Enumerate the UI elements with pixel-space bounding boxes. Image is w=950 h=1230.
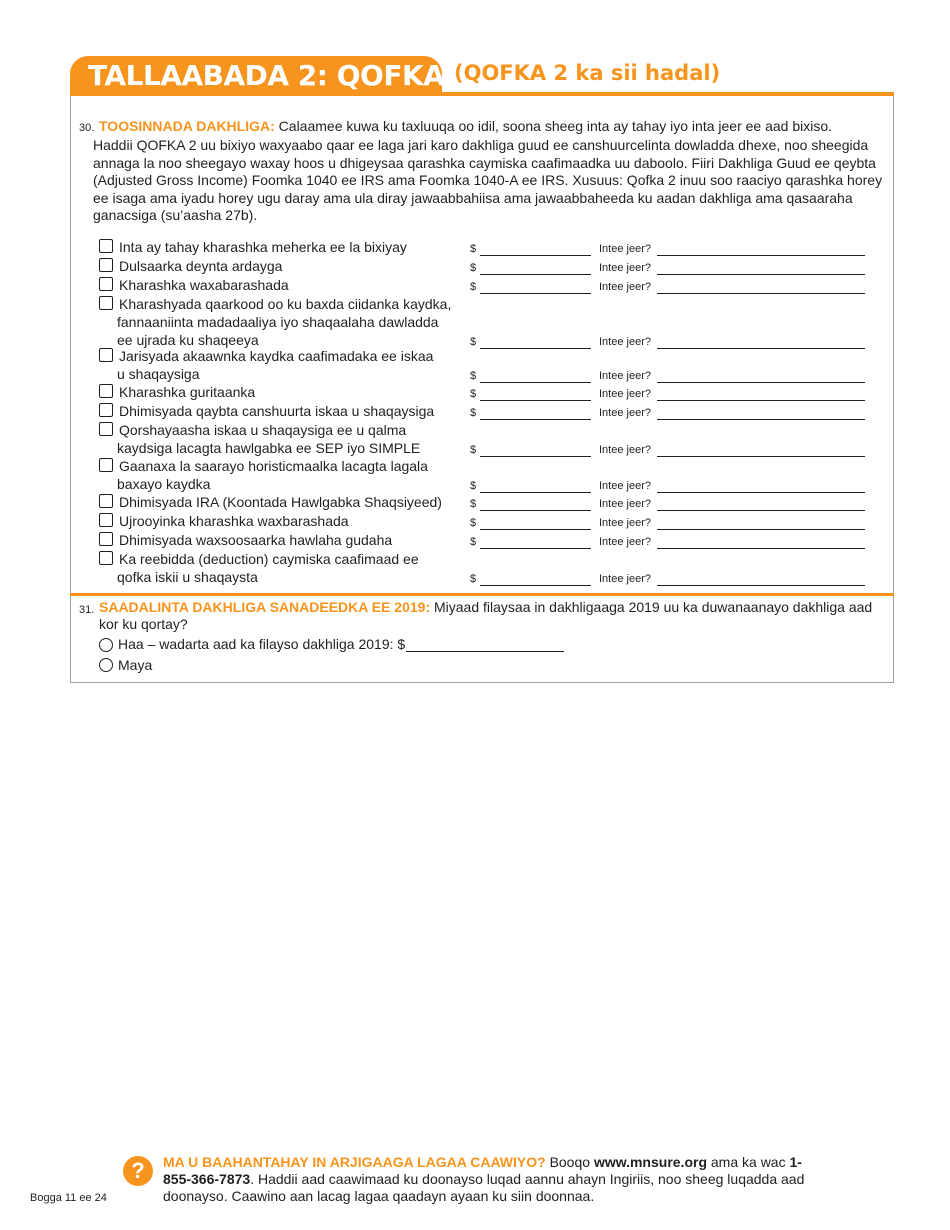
deduction-label: Inta ay tahay kharashka meherka ee la bixiyay <box>119 239 407 255</box>
deduction-label: Dhimisyada waxsoosaarka hawlaha gudaha <box>119 532 393 548</box>
q30-heading-line <box>99 118 889 135</box>
deduction-label: Kharashyada qaarkood oo ku baxda ciidanka kaydka, <box>119 296 452 312</box>
deduction-row <box>99 550 889 586</box>
frequency-label: Intee jeer? <box>599 480 651 492</box>
frequency-field[interactable] <box>657 274 865 275</box>
frequency-label: Intee jeer? <box>599 262 651 274</box>
deduction-label: Kharashka guritaanka <box>119 384 256 400</box>
amount-field[interactable] <box>480 293 591 294</box>
amount-field[interactable] <box>480 548 591 549</box>
dollar-sign: $ <box>470 517 477 529</box>
deduction-checkbox[interactable] <box>99 494 113 508</box>
amount-field[interactable] <box>480 529 591 530</box>
dollar-sign: $ <box>470 536 477 548</box>
frequency-label: Intee jeer? <box>599 444 651 456</box>
deduction-checkbox[interactable] <box>99 422 113 436</box>
deduction-label: Dhimisyada IRA (Koontada Hawlgabka Shaqsiyeed) <box>119 494 442 510</box>
deduction-checkbox[interactable] <box>99 513 113 527</box>
q30-heading: TOOSINNADA DAKHLIGA: <box>99 118 275 134</box>
radio-no[interactable] <box>99 658 113 672</box>
deduction-row <box>99 512 889 530</box>
deduction-label: Ka reebidda (deduction) caymiska caafimaad ee <box>119 551 419 567</box>
dollar-sign: $ <box>470 243 477 255</box>
q31-number: 31. <box>79 604 95 616</box>
help-text-2: ama ka wac <box>710 1154 786 1170</box>
dollar-sign: $ <box>470 281 477 293</box>
deduction-row <box>99 347 889 383</box>
q31-question: Miyaad filaysaa in dakhligaaga 2019 uu ka duwanaanayo dakhliga aad kor ku qortay? <box>99 599 873 632</box>
dollar-sign: $ <box>470 573 477 585</box>
deduction-label: Dulsaarka deynta ardayga <box>119 258 283 274</box>
deduction-checkbox[interactable] <box>99 277 113 291</box>
dollar-sign: $ <box>470 407 477 419</box>
help-text <box>163 1154 823 1205</box>
deduction-checkbox[interactable] <box>99 258 113 272</box>
frequency-field[interactable] <box>657 529 865 530</box>
radio-no-label: Maya <box>118 657 153 673</box>
deduction-label: Kharashka waxabarashada <box>119 277 289 293</box>
dollar-sign: $ <box>470 262 477 274</box>
frequency-field[interactable] <box>657 548 865 549</box>
deduction-row <box>99 457 889 493</box>
amount-field[interactable] <box>480 510 591 511</box>
deduction-row <box>99 238 889 256</box>
frequency-field[interactable] <box>657 419 865 420</box>
frequency-label: Intee jeer? <box>599 517 651 529</box>
deduction-row <box>99 276 889 294</box>
help-heading: MA U BAAHANTAHAY IN ARJIGAAGA LAGAA CAAWIYO? <box>163 1154 546 1170</box>
deduction-label: Qorshayaasha iskaa u shaqaysiga ee u qalma <box>119 422 407 438</box>
frequency-label: Intee jeer? <box>599 370 651 382</box>
section-header <box>70 56 894 96</box>
q31-heading: SAADALINTA DAKHLIGA SANADEEDKA EE 2019: <box>99 599 431 615</box>
frequency-label: Intee jeer? <box>599 498 651 510</box>
q30-paragraph: Haddii QOFKA 2 uu bixiyo waxyaabo qaar ee laga jari karo dakhliga guud ee canshuurcelinta dowladda dhexe, noo sheegida annaga la noo sheegayo waxay hoos u dhigeysaa qarashka caymiska caafimaadka uu daboolo. Fiiri Dakhliga Guud ee qeybta (Adjusted Gross Income) Foomka 1040 ee IRS ama Foomka 1040-A ee IRS. Xusuus: Qofka 2 inuu soo raaciyo qarashka horey ee isaga ama iyadu horey ugu daray ama ula diray jawaabbahiisa ama jawaabbaheeda ku aadan dakhliga ama qasaaraha ganacsiga (su’aasha 27b). <box>93 137 883 223</box>
q31-question-block <box>99 599 889 633</box>
deduction-label: Dhimisyada qaybta canshuurta iskaa u shaqaysiga <box>119 403 435 419</box>
dollar-sign: $ <box>470 388 477 400</box>
deduction-row <box>99 421 889 457</box>
deduction-checkbox[interactable] <box>99 532 113 546</box>
deduction-row <box>99 402 889 420</box>
deduction-label: baxayo kaydka <box>117 476 211 492</box>
help-icon: ? <box>123 1156 153 1186</box>
frequency-field[interactable] <box>657 585 865 586</box>
help-text-3: . Haddii aad caawimaad ku doonayso luqad aannu ahayn Ingiriis, noo sheeg luqadda aad doonayso. Caawino aan lacag lagaa qaadayn ayaan ku siin doonnaa. <box>163 1171 805 1204</box>
frequency-label: Intee jeer? <box>599 536 651 548</box>
amount-field[interactable] <box>480 400 591 401</box>
header-tab <box>70 56 473 95</box>
help-text-1: Booqo <box>549 1154 591 1170</box>
deduction-row <box>99 531 889 549</box>
frequency-label: Intee jeer? <box>599 573 651 585</box>
frequency-label: Intee jeer? <box>599 281 651 293</box>
frequency-field[interactable] <box>657 255 865 256</box>
deduction-label: Gaanaxa la saarayo horisticmaalka lacagta lagala <box>119 458 428 474</box>
deduction-checkbox[interactable] <box>99 384 113 398</box>
help-phone[interactable]: 1-855-366-7873 <box>163 1154 802 1187</box>
frequency-label: Intee jeer? <box>599 336 651 348</box>
frequency-field[interactable] <box>657 400 865 401</box>
amount-field[interactable] <box>480 255 591 256</box>
page-number: Bogga 11 ee 24 <box>30 1192 107 1204</box>
deduction-label: qofka iskii u shaqaysta <box>117 569 258 585</box>
amount-field[interactable] <box>480 419 591 420</box>
deduction-label: ee ujrada ku shaqeeya <box>117 332 259 348</box>
amount-field[interactable] <box>480 274 591 275</box>
dollar-sign: $ <box>470 498 477 510</box>
q30-number: 30. <box>79 122 95 134</box>
dollar-sign: $ <box>470 336 477 348</box>
section-divider <box>70 593 894 596</box>
deduction-checkbox[interactable] <box>99 239 113 253</box>
deduction-label: u shaqaysiga <box>117 366 200 382</box>
frequency-label: Intee jeer? <box>599 407 651 419</box>
dollar-sign: $ <box>470 480 477 492</box>
deduction-label: Ujrooyinka kharashka waxbarashada <box>119 513 349 529</box>
deduction-row <box>99 295 889 349</box>
deduction-label: kaydsiga lacagta hawlgabka ee SEP iyo SIMPLE <box>117 440 421 456</box>
dollar-sign: $ <box>470 444 477 456</box>
deduction-checkbox[interactable] <box>99 458 113 472</box>
deduction-checkbox[interactable] <box>99 551 113 565</box>
radio-yes-label: Haa – wadarta aad ka filayso dakhliga 2019: $ <box>118 636 406 652</box>
deduction-row <box>99 493 889 511</box>
deduction-label: fannaaniinta madadaaliya iyo shaqaalaha dawladda <box>117 314 439 330</box>
page-subtitle: (QOFKA 2 ka sii hadal) <box>454 61 721 85</box>
frequency-field[interactable] <box>657 293 865 294</box>
help-website-link[interactable]: www.mnsure.org <box>593 1154 707 1170</box>
deduction-row <box>99 383 889 401</box>
frequency-field[interactable] <box>657 510 865 511</box>
radio-yes[interactable] <box>99 638 113 652</box>
dollar-sign: $ <box>470 370 477 382</box>
deduction-label: Jarisyada akaawnka kaydka caafimadaka ee iskaa <box>119 348 434 364</box>
page-title: TALLAABADA 2: QOFKA 2 <box>88 59 473 92</box>
expected-income-field[interactable] <box>406 651 564 652</box>
deduction-checkbox[interactable] <box>99 348 113 362</box>
deduction-checkbox[interactable] <box>99 296 113 310</box>
frequency-label: Intee jeer? <box>599 388 651 400</box>
q30-intro: Calaamee kuwa ku taxluuqa oo idil, soona sheeg inta ay tahay iyo inta jeer ee aad bixiso. <box>278 118 833 134</box>
deduction-checkbox[interactable] <box>99 403 113 417</box>
deduction-row <box>99 257 889 275</box>
amount-field[interactable] <box>480 585 591 586</box>
frequency-label: Intee jeer? <box>599 243 651 255</box>
